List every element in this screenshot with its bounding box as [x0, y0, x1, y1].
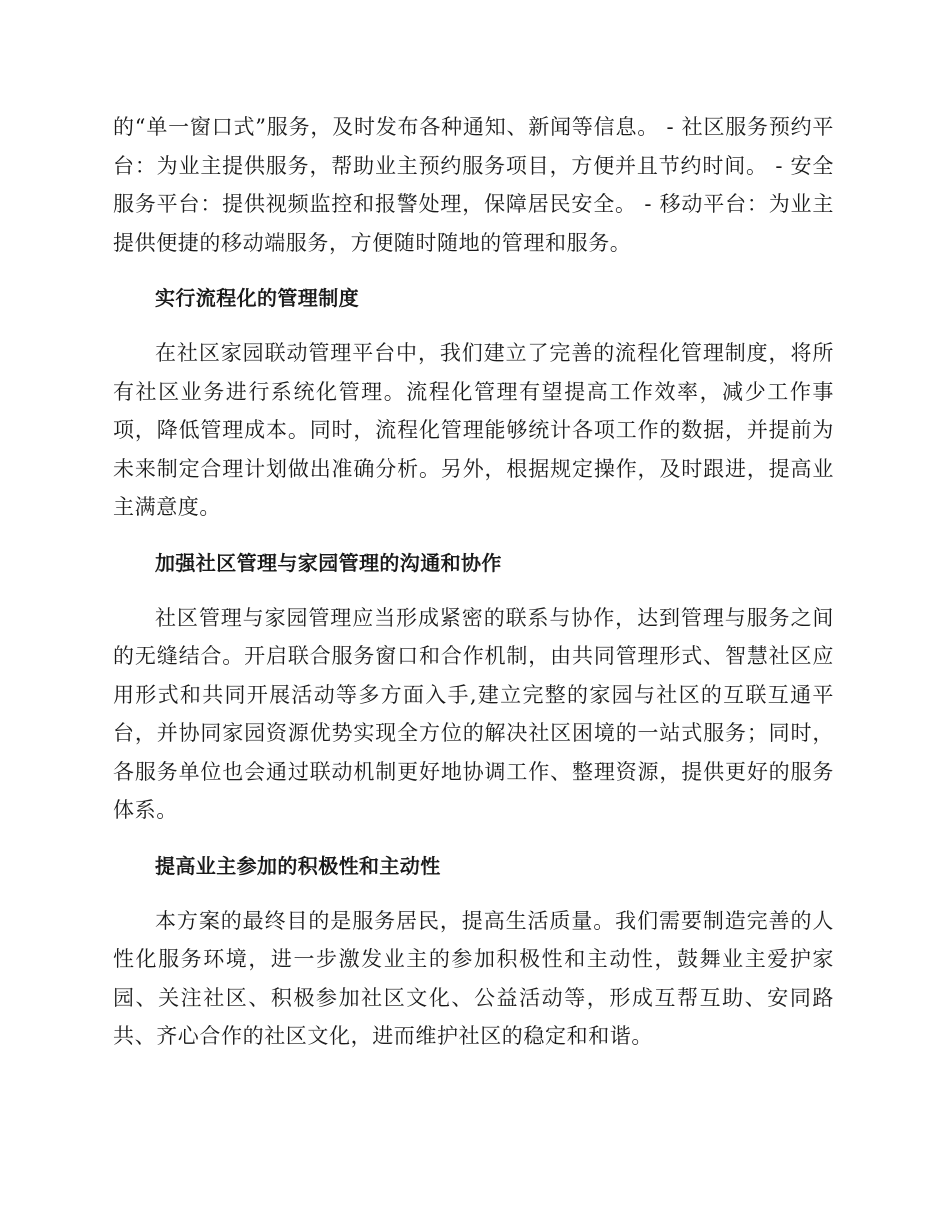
participation-paragraph: 本方案的最终目的是服务居民，提高生活质量。我们需要制造完善的人性化服务环境，进一步激发业主的参加积极性和主动性，鼓舞业主爱护家园、关注社区、积极参加社区文化、公益活动等，形成互帮互助、安同路共、齐心合作的社区文化，进而维护社区的稳定和和谐。: [113, 908, 834, 1048]
heading-cooperation: 加强社区管理与家园管理的沟通和协作: [155, 550, 502, 575]
heading-participation: 提高业主参加的积极性和主动性: [155, 853, 441, 878]
intro-paragraph: 的“单一窗口式”服务，及时发布各种通知、新闻等信息。 - 社区服务预约平台：为业主提供服务，帮助业主预约服务项目，方便并且节约时间。 - 安全服务平台：提供视频监控和报警处理，保障居民安全。 - 移动平台：为业主提供便捷的移动端服务，方便随时随地的管理和服务。: [113, 115, 834, 255]
cooperation-paragraph: 社区管理与家园管理应当形成紧密的联系与协作，达到管理与服务之间的无缝结合。开启联合服务窗口和合作机制，由共同管理形式、智慧社区应用形式和共同开展活动等多方面入手,建立完整的家园与社区的互联互通平台，并协同家园资源优势实现全方位的解决社区困境的一站式服务；同时，各服务单位也会通过联动机制更好地协调工作、整理资源，提供更好的服务体系。: [113, 605, 834, 822]
process-paragraph: 在社区家园联动管理平台中，我们建立了完善的流程化管理制度，将所有社区业务进行系统化管理。流程化管理有望提高工作效率，减少工作事项，降低管理成本。同时，流程化管理能够统计各项工作的数据，并提前为未来制定合理计划做出准确分析。另外，根据规定操作，及时跟进，提高业主满意度。: [113, 341, 834, 519]
heading-process: 实行流程化的管理制度: [155, 286, 359, 310]
